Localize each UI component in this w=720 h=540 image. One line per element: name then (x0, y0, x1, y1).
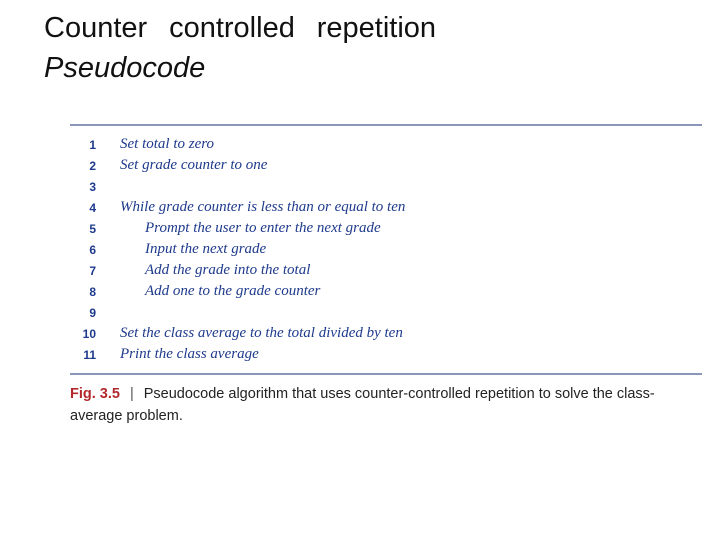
line-number: 7 (89, 263, 96, 278)
code-line (70, 176, 702, 197)
line-text: Set the class average to the total divided by ten (120, 325, 403, 341)
line-number: 3 (89, 179, 96, 194)
line-number: 5 (89, 221, 96, 236)
caption-text: Pseudocode algorithm that uses counter-controlled repetition to solve the class-average problem. (70, 386, 655, 424)
line-text: While grade counter is less than or equal to ten (120, 199, 406, 215)
code-line (70, 344, 702, 365)
line-text: Print the class average (120, 346, 259, 362)
line-text: Add the grade into the total (145, 262, 311, 278)
bottom-rule (70, 373, 702, 375)
line-number: 4 (89, 200, 96, 215)
top-rule (70, 124, 702, 126)
title-line-2: Pseudocode (44, 52, 206, 84)
line-number: 9 (89, 305, 96, 320)
line-number: 2 (89, 158, 96, 173)
slide-title (44, 8, 436, 88)
line-text: Input the next grade (145, 241, 267, 257)
pseudocode-listing (70, 134, 702, 365)
line-text: Set grade counter to one (120, 157, 268, 173)
line-number: 11 (83, 347, 96, 362)
line-text: Add one to the grade counter (145, 283, 321, 299)
line-number: 8 (89, 284, 96, 299)
code-line (70, 197, 702, 218)
code-line (70, 155, 702, 176)
figure-label: Fig. 3.5 (70, 386, 120, 402)
line-text: Prompt the user to enter the next grade (145, 220, 381, 236)
code-line (70, 281, 702, 302)
code-line (70, 302, 702, 323)
line-number: 1 (89, 137, 96, 152)
figure (70, 124, 702, 427)
code-line (70, 323, 702, 344)
line-number: 6 (89, 242, 96, 257)
caption-separator: | (129, 386, 134, 402)
line-text: Set total to zero (120, 136, 215, 152)
line-number: 10 (82, 326, 96, 341)
code-line (70, 260, 702, 281)
code-line (70, 134, 702, 155)
code-line (70, 218, 702, 239)
code-line (70, 239, 702, 260)
figure-caption (70, 383, 702, 427)
title-line-1: Counter controlled repetition (44, 12, 437, 44)
